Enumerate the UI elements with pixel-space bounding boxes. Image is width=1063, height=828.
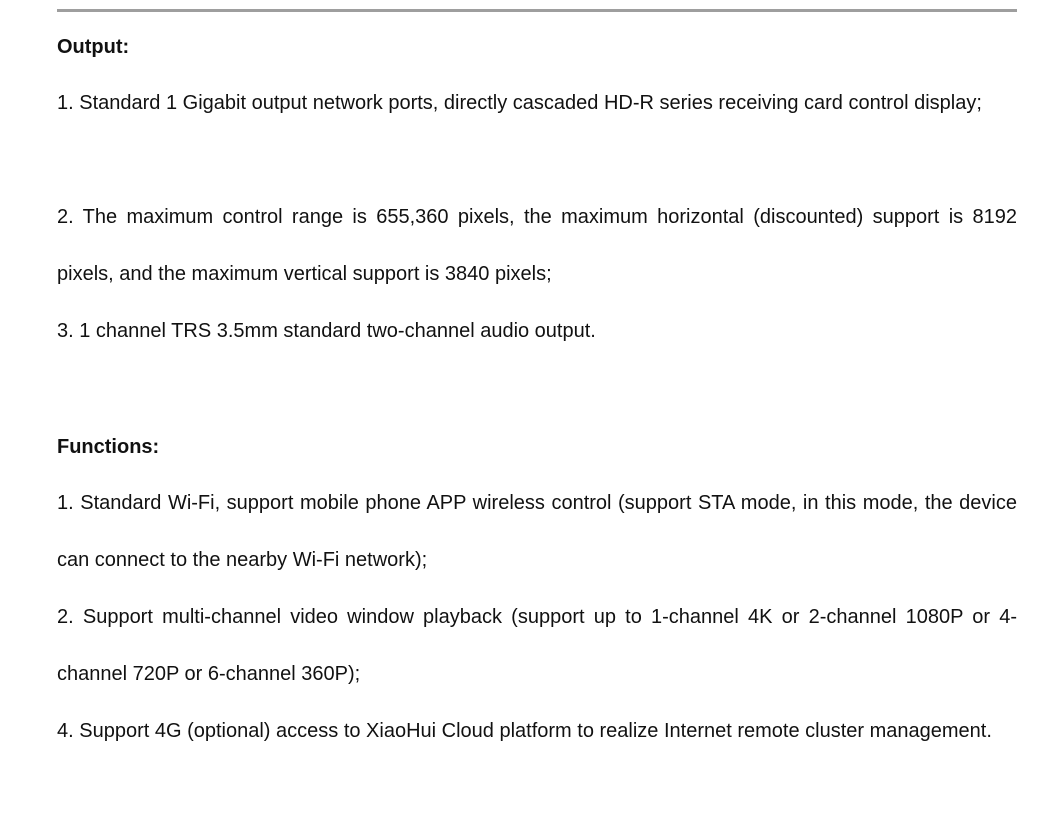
functions-heading: Functions: — [57, 436, 160, 458]
functions-item-1: 1. Standard Wi-Fi, support mobile phone APP wireless control (support STA mode, in this mode, the device can connect to the nearby Wi-Fi network); — [57, 492, 1017, 571]
top-divider — [57, 9, 1017, 12]
output-item-1: 1. Standard 1 Gigabit output network ports, directly cascaded HD-R series receiving card control display; — [57, 92, 982, 114]
output-heading: Output: — [57, 36, 130, 58]
output-item-3: 3. 1 channel TRS 3.5mm standard two-channel audio output. — [57, 320, 596, 342]
functions-item-3: 4. Support 4G (optional) access to XiaoHui Cloud platform to realize Internet remote cluster management. — [57, 720, 992, 742]
output-item-2: 2. The maximum control range is 655,360 pixels, the maximum horizontal (discounted) support is 8192 pixels, and the maximum vertical support is 3840 pixels; — [57, 206, 1017, 285]
functions-item-2: 2. Support multi-channel video window playback (support up to 1-channel 4K or 2-channel 1080P or 4-channel 720P or 6-channel 360P); — [57, 606, 1017, 685]
